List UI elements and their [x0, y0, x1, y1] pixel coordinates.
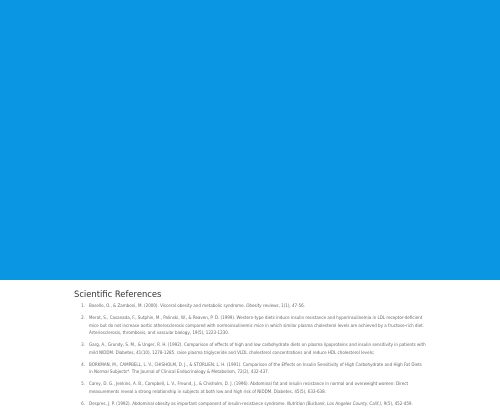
- reference-text-2: [89, 314, 426, 337]
- reference-text-5: [89, 380, 426, 395]
- reference-number-2: 2.: [81, 315, 85, 321]
- reference-number-3: 3.: [81, 342, 85, 348]
- reference-number-5: 5.: [81, 381, 85, 387]
- reference-item-6: [74, 400, 426, 408]
- reference-journal-1: Obesity reviews: [246, 303, 279, 308]
- reference-citation-3: Garg, A., Grundy, S. M., & Unger, R. H. (1992). Comparison of effects of high and low carbohydrate diets on plasma lipoproteins and insulin sensitivity in patients with mild NIDDM. Diabetes, 41(10), 1278-1285. raise plasma triglyceride and VLDL cholesterol concentrations and reduce HDL cholesterol levels;: [89, 342, 426, 355]
- reference-text-3: [89, 341, 426, 356]
- reference-citation-tail-1: , 1(1), 47-56.: [278, 303, 306, 308]
- reference-journal-6: Nutrition (Burbank, Los Angeles County, Calif.): [287, 400, 382, 406]
- reference-citation-6: Despres, J. P. (1992). Abdominal obesity as important component of insulin-resistance syndrome.: [89, 400, 288, 406]
- reference-number-4: 4.: [81, 361, 85, 367]
- main-content: [0, 280, 500, 406]
- reference-item-1: [74, 302, 426, 310]
- reference-citation-5: Carey, D. G., Jenkins, A. B., Campbell, L. V., Freund, J., & Chisholm, D. J. (1996). Abdominal fat and insulin resistance in normal and overweight women: Direct measurements reveal a strong relationship in subjects at both low and high risk of NIDDM. Diabetes, 45(5), 633-638.: [89, 381, 409, 394]
- reference-item-4: [74, 361, 426, 376]
- reference-item-2: [74, 314, 426, 337]
- reference-text-1: [89, 302, 426, 310]
- reference-number-6: 6.: [81, 400, 85, 406]
- reference-citation-tail-6: , 9(5), 452-459.: [381, 400, 413, 406]
- reference-citation-1: Bosello, O., & Zamboni, M. (2000). Visceral obesity and metabolic syndrome.: [89, 303, 247, 308]
- reference-item-3: [74, 341, 426, 356]
- reference-citation-4: BORKMAN, M., CAMPBELL, L. V., CHISHOLM, D. J., & STORLIEN, L. H. (1991). Comparison of the Effects on Insulin Sensitivity of High Carbohydrate and High Fat Diets in Normal Subjects*. The Journal of Clinical Endocrinology & Metabolism, 72(2), 432-437.: [89, 361, 422, 375]
- reference-number-1: 1.: [81, 303, 85, 308]
- reference-citation-2: Merat, S., Casanada, F., Sutphin, M., Palinski, W., & Reaven, P. D. (1999). Western-type diets induce insulin resistance and hyperinsulinemia in LDL receptor-deficient mice but do not increase aortic atherosclerosis compared with normoinsulinemic mice in which similar plasma cholesterol levels are achieved by a fructose-rich diet. Arteriosclerosis, thrombosis, and vascular biology, 19(5), 1223-1230.: [89, 315, 424, 336]
- scientific-references-heading: Scientific References: [74, 289, 162, 299]
- references-list: [74, 302, 426, 412]
- reference-text-4: [89, 361, 426, 376]
- reference-text-6: [89, 400, 426, 408]
- reference-item-5: [74, 380, 426, 395]
